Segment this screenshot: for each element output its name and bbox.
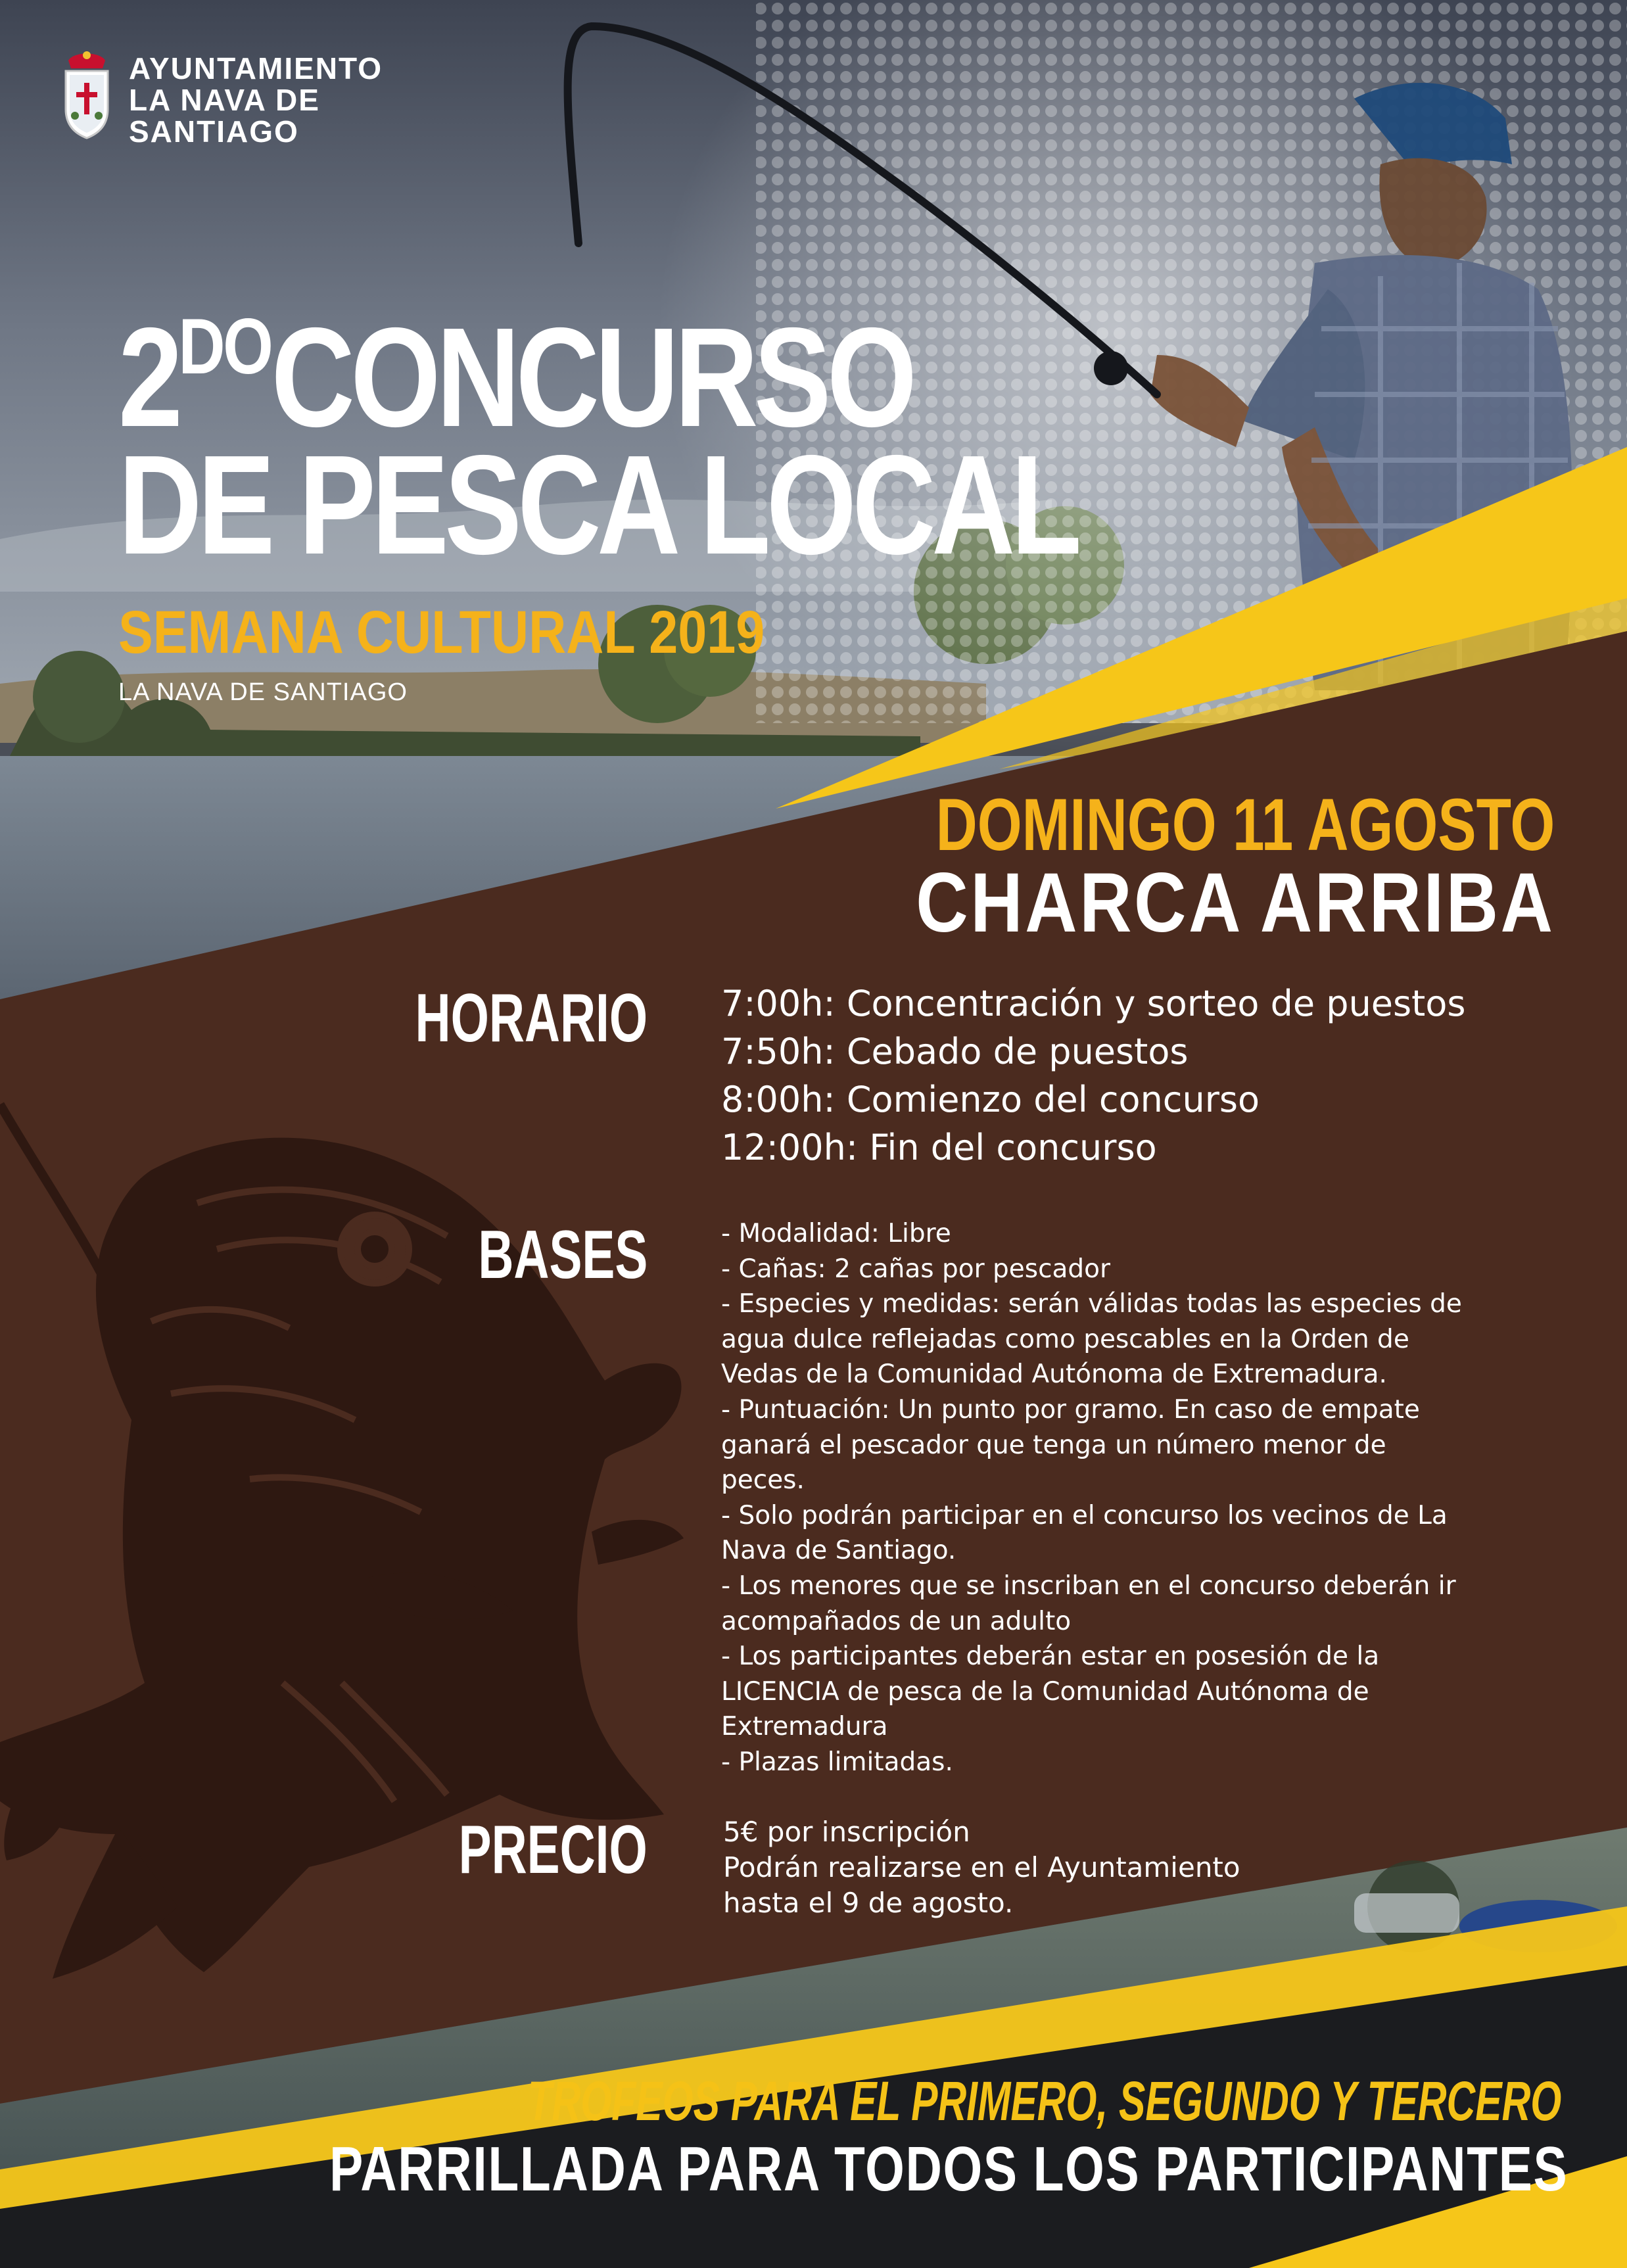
- organizer-line-2: LA NAVA DE: [129, 83, 320, 117]
- horario-list: [721, 980, 1466, 1171]
- horario-item: 7:00h: Concentración y sorteo de puestos: [721, 983, 1466, 1024]
- page-title-line-2: DE PESCA LOCAL: [118, 425, 1078, 584]
- event-date: DOMINGO 11 AGOSTO: [935, 784, 1555, 866]
- organizer-line-3: SANTIAGO: [129, 114, 299, 149]
- bases-label: BASES: [478, 1217, 648, 1293]
- bases-line: - Plazas limitadas.: [721, 1747, 953, 1777]
- bases-line: - Los participantes deberán estar en posesión de la: [721, 1642, 1380, 1672]
- bases-line: agua dulce reflejadas como pescables en la Orden de: [721, 1324, 1409, 1354]
- bases-line: - Los menores que se inscriban en el concurso deberán ir: [721, 1571, 1456, 1601]
- organizer-line-1: AYUNTAMIENTO: [129, 51, 383, 85]
- bases-line: Vedas de la Comunidad Autónoma de Extremadura.: [721, 1359, 1387, 1390]
- bases-line: acompañados de un adulto: [721, 1606, 1072, 1636]
- page-title-line-1: [118, 276, 913, 456]
- precio-label: PRECIO: [458, 1812, 648, 1888]
- bases-line: ganará el pescador que tenga un número menor de: [721, 1430, 1386, 1460]
- title-word: CONCURSO: [271, 298, 913, 456]
- bases-line: - Cañas: 2 cañas por pescador: [721, 1254, 1111, 1284]
- bases-list: [721, 1216, 1462, 1780]
- subtitle: SEMANA CULTURAL 2019: [118, 599, 765, 666]
- horario-item: 8:00h: Comienzo del concurso: [721, 1079, 1260, 1120]
- bbq-banner: PARRILLADA PARA TODOS LOS PARTICIPANTES: [329, 2134, 1568, 2204]
- bases-line: - Solo podrán participar en el concurso los vecinos de La: [721, 1500, 1448, 1530]
- organizer-name: [129, 53, 383, 147]
- title-ordinal-suffix: DO: [178, 302, 271, 390]
- event-venue: CHARCA ARRIBA: [915, 856, 1555, 950]
- trophies-banner: TROFEOS PARA EL PRIMERO, SEGUNDO Y TERCERO: [527, 2070, 1561, 2132]
- horario-item: 12:00h: Fin del concurso: [721, 1127, 1157, 1168]
- coat-of-arms-icon: [60, 49, 113, 141]
- place-name: LA NAVA DE SANTIAGO: [118, 678, 408, 706]
- bases-line: Nava de Santiago.: [721, 1536, 956, 1566]
- horario-label: HORARIO: [415, 980, 648, 1056]
- precio-line: 5€ por inscripción: [723, 1816, 970, 1848]
- bases-line: peces.: [721, 1465, 805, 1496]
- horario-item: 7:50h: Cebado de puestos: [721, 1031, 1189, 1072]
- precio-text: [723, 1814, 1240, 1921]
- title-ordinal: 2: [118, 298, 179, 456]
- bases-line: - Puntuación: Un punto por gramo. En caso de empate: [721, 1394, 1420, 1425]
- bases-line: Extremadura: [721, 1712, 888, 1742]
- bases-line: - Modalidad: Libre: [721, 1219, 951, 1248]
- bases-line: - Especies y medidas: serán válidas todas las especies de: [721, 1289, 1462, 1319]
- precio-line: hasta el 9 de agosto.: [723, 1887, 1014, 1919]
- bases-line: LICENCIA de pesca de la Comunidad Autónoma de: [721, 1676, 1369, 1707]
- precio-line: Podrán realizarse en el Ayuntamiento: [723, 1851, 1240, 1883]
